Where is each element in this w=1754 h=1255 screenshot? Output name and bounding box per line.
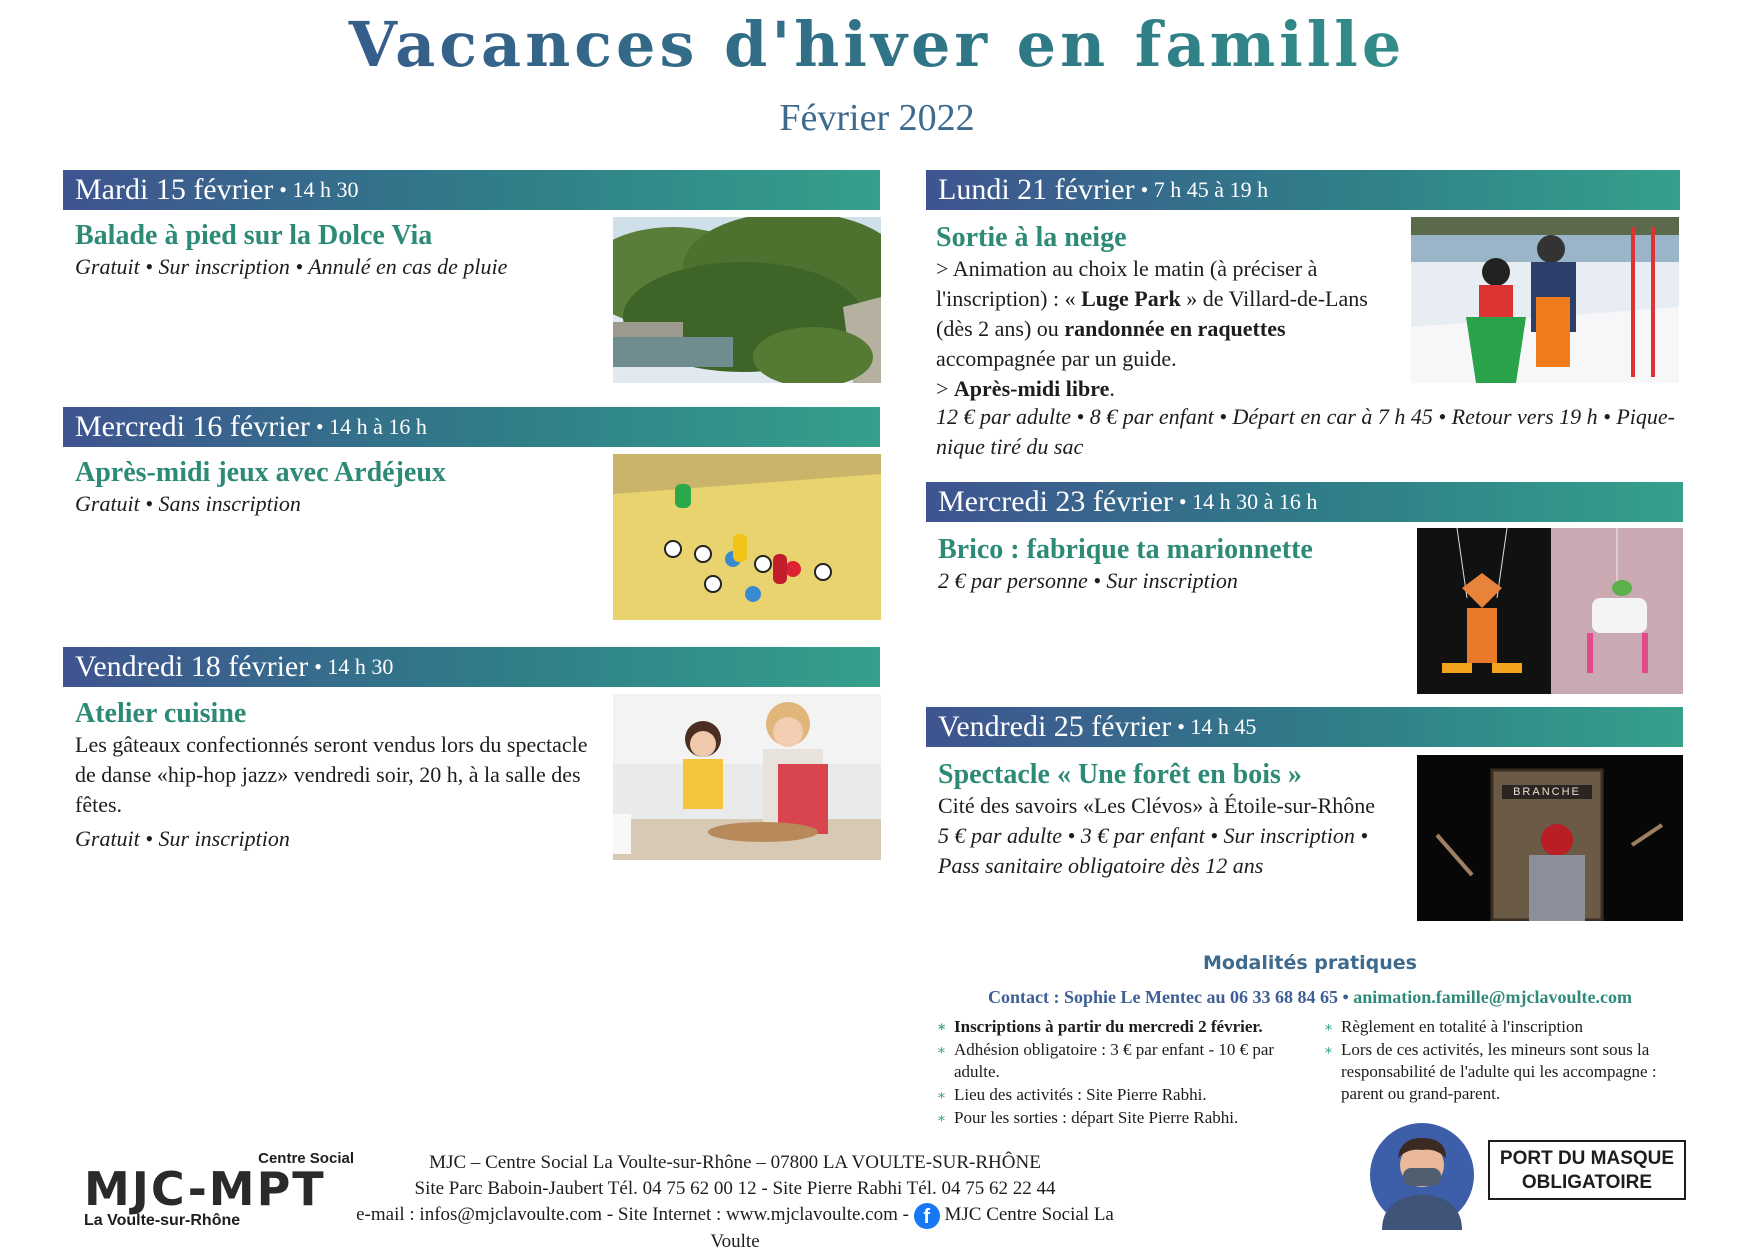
contact-line bbox=[900, 987, 1720, 1008]
photo-show bbox=[1417, 755, 1683, 921]
event-date-band bbox=[926, 707, 1683, 747]
event-day: Mardi 15 février bbox=[75, 173, 274, 206]
event-info: Gratuit • Sans inscription bbox=[75, 491, 301, 516]
practical-list-right bbox=[1325, 1016, 1695, 1106]
list-item: ⁎ Pour les sorties : départ Site Pierre Rabhi. bbox=[938, 1108, 1239, 1127]
event-details bbox=[938, 759, 1398, 881]
event-details bbox=[75, 220, 595, 282]
event-title: Brico : fabrique ta marionnette bbox=[938, 534, 1313, 565]
event-day: Mercredi 23 février bbox=[938, 485, 1173, 518]
footer-web: e-mail : infos@mjclavoulte.com - Site Internet : www.mjclavoulte.com - f MJC Centre Social La Voulte bbox=[356, 1204, 1114, 1252]
list-item: ⁎ Lieu des activités : Site Pierre Rabhi. bbox=[938, 1085, 1207, 1104]
practical-list-left bbox=[938, 1016, 1318, 1130]
event-details bbox=[75, 698, 600, 854]
list-item: ⁎ Inscriptions à partir du mercredi 2 février. bbox=[938, 1017, 1263, 1036]
event-title: Balade à pied sur la Dolce Via bbox=[75, 220, 433, 251]
mask-line-2: OBLIGATOIRE bbox=[1521, 1172, 1653, 1193]
mask-line-1: PORT DU MASQUE bbox=[1499, 1148, 1675, 1169]
event-details bbox=[936, 222, 1376, 404]
footer-phones: Site Parc Baboin-Jaubert Tél. 04 75 62 00 12 - Site Pierre Rabhi Tél. 04 75 62 22 44 bbox=[414, 1178, 1056, 1199]
practical-title: Modalités pratiques bbox=[1202, 952, 1417, 974]
bullet-icon: ⁎ bbox=[938, 1110, 945, 1125]
footer bbox=[330, 1150, 1140, 1255]
bullet-icon: ⁎ bbox=[938, 1019, 946, 1034]
bullet-icon: ⁎ bbox=[938, 1042, 945, 1057]
photo-cooking bbox=[613, 694, 881, 860]
event-title: Après-midi jeux avec Ardéjeux bbox=[75, 457, 446, 488]
event-day: Lundi 21 février bbox=[938, 173, 1135, 206]
photo-puppets bbox=[1417, 528, 1683, 694]
event-date-band bbox=[926, 170, 1680, 210]
event-info: 12 € par adulte • 8 € par enfant • Départ en car à 7 h 45 • Retour vers 19 h • Pique-nique tiré du sac bbox=[936, 404, 1675, 459]
mjc-logo bbox=[84, 1150, 354, 1230]
event-time: • 14 h 30 bbox=[314, 654, 394, 679]
list-item: ⁎ Lors de ces activités, les mineurs sont sous la responsabilité de l'adulte qui les accompagne : parent ou grand-parent. bbox=[1325, 1040, 1657, 1103]
event-description: Cité des savoirs «Les Clévos» à Étoile-sur-Rhône bbox=[938, 793, 1376, 818]
logo-top: Centre Social bbox=[258, 1150, 354, 1167]
event-details bbox=[938, 534, 1408, 596]
logo-bottom: La Voulte-sur-Rhône bbox=[84, 1212, 241, 1229]
photo-board-game bbox=[613, 454, 881, 620]
photo-snow-outing bbox=[1411, 217, 1679, 383]
event-date-band bbox=[63, 647, 880, 687]
event-title: Spectacle « Une forêt en bois » bbox=[938, 759, 1302, 790]
event-description: > Animation au choix le matin (à préciser à l'inscription) : « Luge Park » de Villard-de-Lans (dès 2 ans) ou randonnée en raquettes accompagnée par un guide. > Après-midi libre. bbox=[936, 256, 1368, 401]
event-day: Vendredi 18 février bbox=[75, 650, 309, 683]
page-subtitle: Février 2022 bbox=[779, 97, 975, 139]
list-item: ⁎ Adhésion obligatoire : 3 € par enfant - 10 € par adulte. bbox=[938, 1040, 1275, 1081]
mask-notice bbox=[1488, 1140, 1686, 1200]
event-title: Atelier cuisine bbox=[75, 698, 247, 729]
event-time: • 7 h 45 à 19 h bbox=[1140, 177, 1269, 202]
page-title: Vacances d'hiver en famille bbox=[0, 8, 1754, 81]
footer-address: MJC – Centre Social La Voulte-sur-Rhône – 07800 LA VOULTE-SUR-RHÔNE bbox=[429, 1152, 1041, 1173]
event-info: Gratuit • Sur inscription • Annulé en cas de pluie bbox=[75, 254, 508, 279]
event-info: 2 € par personne • Sur inscription bbox=[938, 568, 1238, 593]
photo-dolce-via bbox=[613, 217, 881, 383]
event-day: Vendredi 25 février bbox=[938, 710, 1172, 743]
facebook-link[interactable]: MJC Centre Social La Voulte bbox=[710, 1204, 1114, 1252]
event-time: • 14 h 30 à 16 h bbox=[1178, 489, 1318, 514]
branche-sign: BRANCHE bbox=[1513, 786, 1581, 798]
facebook-icon: f bbox=[914, 1203, 940, 1229]
mask-person-icon bbox=[1370, 1120, 1474, 1230]
event-time: • 14 h 30 bbox=[279, 177, 359, 202]
contact-email[interactable]: animation.famille@mjclavoulte.com bbox=[1353, 987, 1632, 1007]
event-time: • 14 h 45 bbox=[1177, 714, 1257, 739]
event-description: Les gâteaux confectionnés seront vendus lors du spectacle de danse «hip-hop jazz» vendredi soir, 20 h, à la salle des fêtes. bbox=[75, 732, 588, 817]
bullet-icon: ⁎ bbox=[938, 1087, 945, 1102]
logo-main: MJC-MPT bbox=[84, 1162, 326, 1216]
event-date-band bbox=[63, 170, 880, 210]
event-time: • 14 h à 16 h bbox=[315, 414, 427, 439]
event-info: 5 € par adulte • 3 € par enfant • Sur inscription • Pass sanitaire obligatoire dès 12 ans bbox=[938, 823, 1369, 878]
event-details bbox=[75, 457, 595, 519]
bullet-icon: ⁎ bbox=[1325, 1019, 1332, 1034]
event-date-band bbox=[63, 407, 880, 447]
event-title: Sortie à la neige bbox=[936, 222, 1127, 253]
event-date-band bbox=[926, 482, 1683, 522]
bullet-icon: ⁎ bbox=[1325, 1042, 1332, 1057]
event-info: Gratuit • Sur inscription bbox=[75, 826, 290, 851]
event-day: Mercredi 16 février bbox=[75, 410, 310, 443]
contact-text: Contact : Sophie Le Mentec au 06 33 68 84 65 • bbox=[988, 987, 1349, 1007]
list-item: ⁎ Règlement en totalité à l'inscription bbox=[1325, 1017, 1583, 1036]
